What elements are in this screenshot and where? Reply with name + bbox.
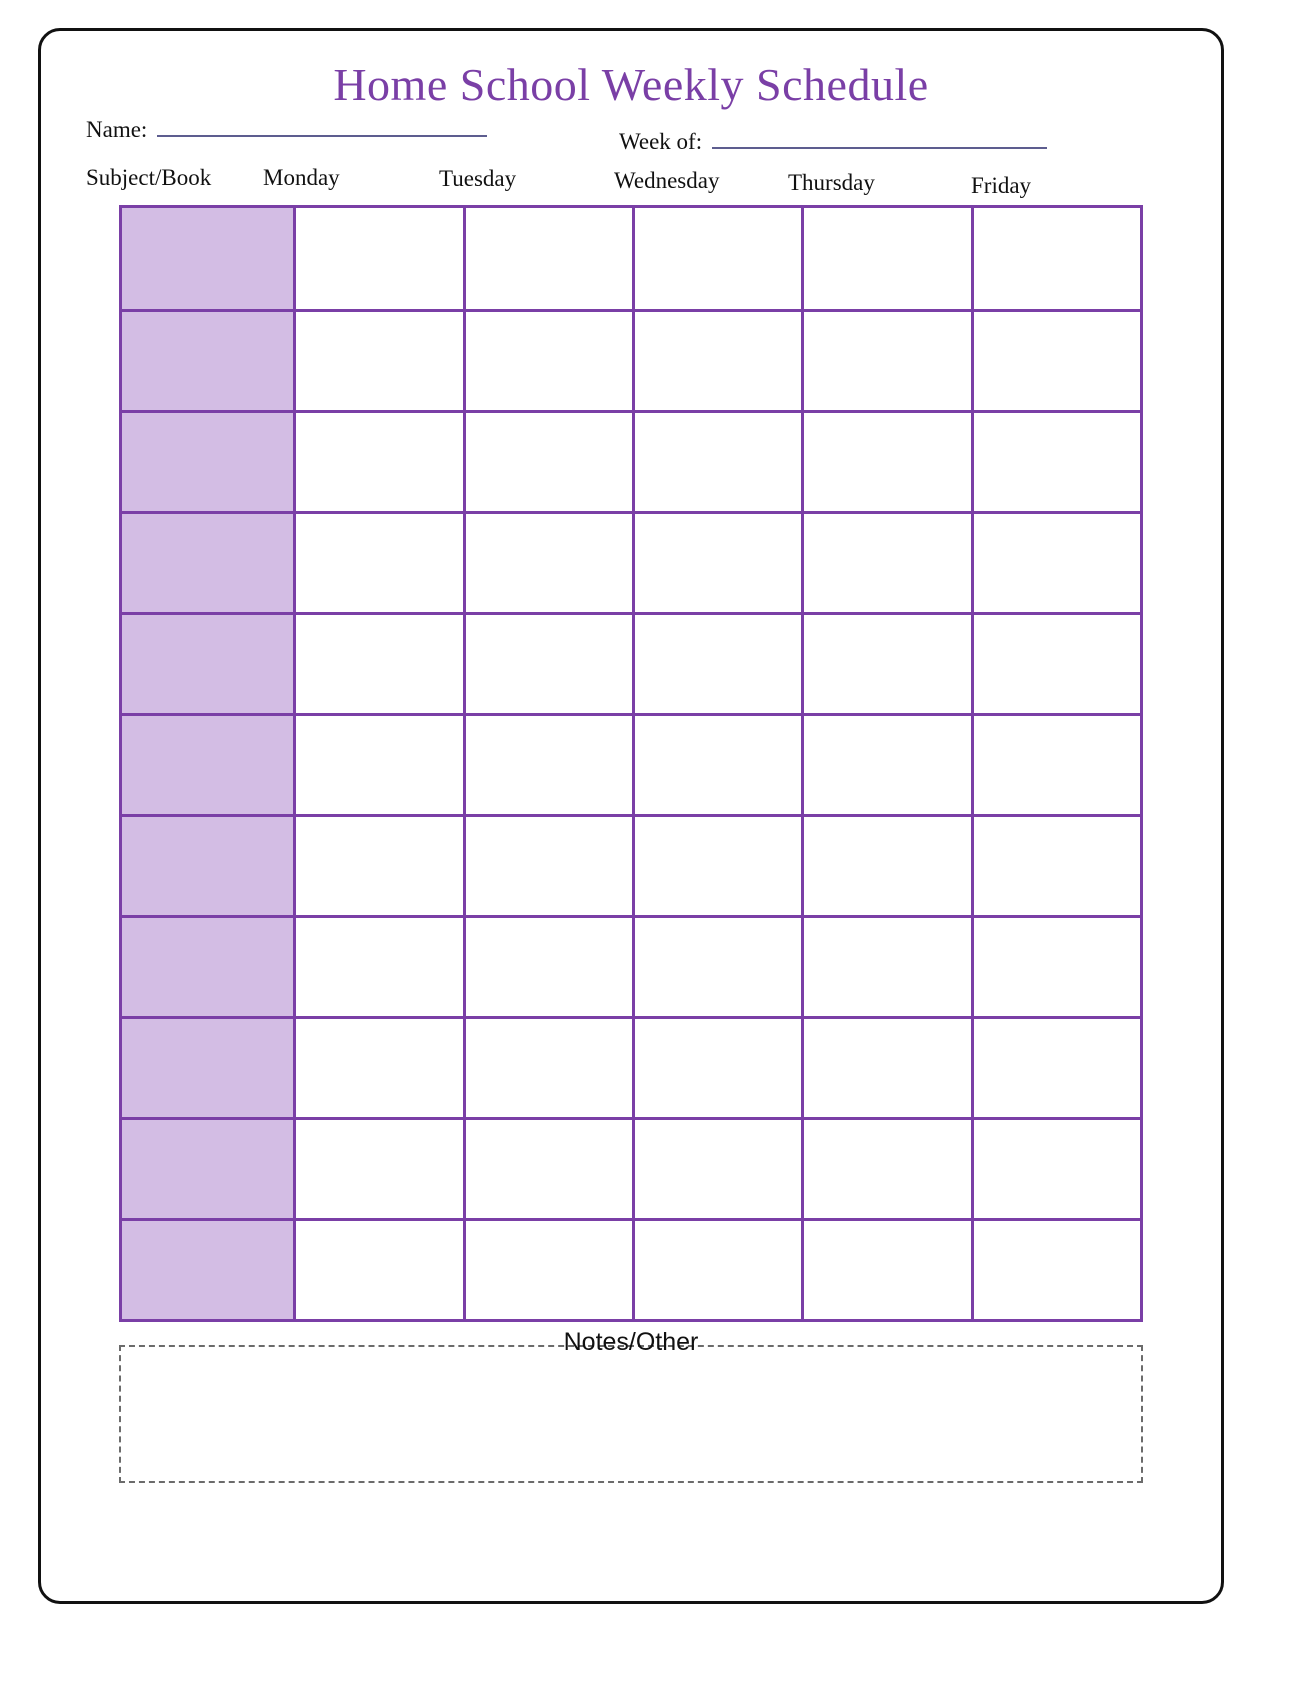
worksheet-page (38, 28, 1224, 1604)
subject-cell[interactable] (122, 817, 293, 915)
day-cell[interactable] (463, 312, 632, 410)
day-cell[interactable] (463, 1221, 632, 1319)
column-header-tuesday: Tuesday (439, 166, 517, 192)
day-cell[interactable] (463, 918, 632, 1016)
column-header-wednesday: Wednesday (614, 168, 720, 194)
day-cell[interactable] (632, 1221, 801, 1319)
subject-cell[interactable] (122, 1019, 293, 1117)
name-input[interactable] (157, 134, 487, 137)
day-cell[interactable] (293, 918, 462, 1016)
table-row (122, 713, 1140, 814)
day-cell[interactable] (801, 716, 970, 814)
day-cell[interactable] (801, 1221, 970, 1319)
day-cell[interactable] (801, 208, 970, 309)
notes-input[interactable] (119, 1345, 1143, 1483)
column-header-friday: Friday (971, 173, 1032, 199)
day-cell[interactable] (293, 514, 462, 612)
meta-fields (41, 111, 1221, 155)
day-cell[interactable] (293, 615, 462, 713)
subject-cell[interactable] (122, 413, 293, 511)
day-cell[interactable] (801, 1120, 970, 1218)
column-header-subject: Subject/Book (86, 165, 212, 191)
day-cell[interactable] (463, 716, 632, 814)
day-cell[interactable] (293, 208, 462, 309)
table-row (122, 309, 1140, 410)
table-row (122, 915, 1140, 1016)
week-field-group (619, 129, 1047, 155)
day-cell[interactable] (293, 817, 462, 915)
schedule-grid (119, 205, 1143, 1322)
subject-cell[interactable] (122, 615, 293, 713)
day-cell[interactable] (632, 918, 801, 1016)
subject-cell[interactable] (122, 208, 293, 309)
day-cell[interactable] (801, 312, 970, 410)
day-cell[interactable] (801, 817, 970, 915)
subject-cell[interactable] (122, 514, 293, 612)
day-cell[interactable] (463, 615, 632, 713)
day-cell[interactable] (632, 615, 801, 713)
day-cell[interactable] (632, 1019, 801, 1117)
day-cell[interactable] (632, 312, 801, 410)
week-input[interactable] (712, 146, 1047, 149)
subject-cell[interactable] (122, 716, 293, 814)
day-cell[interactable] (801, 1019, 970, 1117)
day-cell[interactable] (971, 208, 1140, 309)
day-cell[interactable] (463, 1019, 632, 1117)
day-cell[interactable] (801, 918, 970, 1016)
day-cell[interactable] (971, 817, 1140, 915)
table-row (122, 612, 1140, 713)
column-header-monday: Monday (263, 165, 340, 191)
week-label: Week of: (619, 129, 703, 155)
day-cell[interactable] (801, 615, 970, 713)
day-cell[interactable] (971, 716, 1140, 814)
day-cell[interactable] (632, 413, 801, 511)
table-row (122, 511, 1140, 612)
day-cell[interactable] (632, 208, 801, 309)
day-cell[interactable] (632, 514, 801, 612)
day-cell[interactable] (801, 514, 970, 612)
day-cell[interactable] (293, 716, 462, 814)
column-headers (41, 165, 1221, 199)
subject-cell[interactable] (122, 312, 293, 410)
day-cell[interactable] (293, 1019, 462, 1117)
table-row (122, 814, 1140, 915)
page-title: Home School Weekly Schedule (333, 59, 929, 110)
day-cell[interactable] (293, 1120, 462, 1218)
day-cell[interactable] (971, 413, 1140, 511)
day-cell[interactable] (971, 615, 1140, 713)
day-cell[interactable] (971, 1120, 1140, 1218)
day-cell[interactable] (971, 514, 1140, 612)
day-cell[interactable] (463, 514, 632, 612)
subject-cell[interactable] (122, 1120, 293, 1218)
table-row (122, 1117, 1140, 1218)
day-cell[interactable] (293, 1221, 462, 1319)
day-cell[interactable] (632, 716, 801, 814)
table-row (122, 208, 1140, 309)
day-cell[interactable] (632, 817, 801, 915)
day-cell[interactable] (463, 413, 632, 511)
day-cell[interactable] (293, 312, 462, 410)
day-cell[interactable] (293, 413, 462, 511)
table-row (122, 1016, 1140, 1117)
table-row (122, 410, 1140, 511)
day-cell[interactable] (971, 1019, 1140, 1117)
day-cell[interactable] (463, 817, 632, 915)
subject-cell[interactable] (122, 918, 293, 1016)
column-header-thursday: Thursday (788, 170, 875, 196)
day-cell[interactable] (971, 918, 1140, 1016)
day-cell[interactable] (971, 312, 1140, 410)
name-field-group (86, 117, 487, 143)
name-label: Name: (86, 117, 148, 143)
day-cell[interactable] (463, 208, 632, 309)
table-row (122, 1218, 1140, 1319)
notes-label: Notes/Other (563, 1328, 699, 1357)
day-cell[interactable] (463, 1120, 632, 1218)
subject-cell[interactable] (122, 1221, 293, 1319)
day-cell[interactable] (971, 1221, 1140, 1319)
day-cell[interactable] (632, 1120, 801, 1218)
day-cell[interactable] (801, 413, 970, 511)
